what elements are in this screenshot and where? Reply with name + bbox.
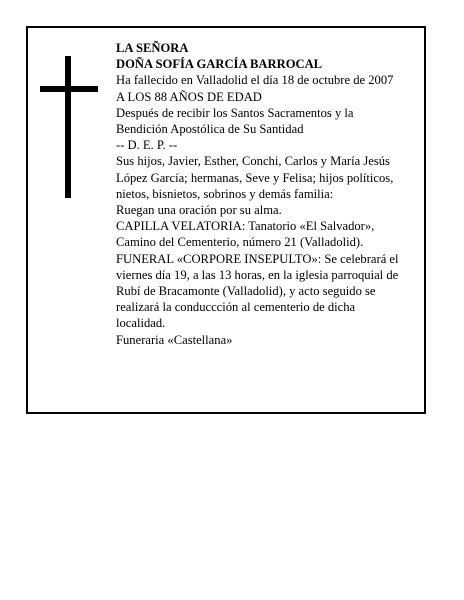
chapel-line-2: Camino del Cementerio, número 21 (Valladolid). bbox=[116, 235, 364, 250]
family-line-1: Sus hijos, Javier, Esther, Conchi, Carlos y María Jesús bbox=[116, 154, 390, 169]
notice-text bbox=[116, 40, 424, 348]
prayer-line: Ruegan una oración por su alma. bbox=[116, 203, 282, 218]
rip-line: -- D. E. P. -- bbox=[116, 138, 178, 153]
sacraments-line-2: Bendición Apostólica de Su Santidad bbox=[116, 122, 304, 137]
obituary-notice bbox=[26, 26, 426, 414]
family-line-3: nietos, bisnietos, sobrinos y demás familia: bbox=[116, 186, 334, 201]
age-line: A LOS 88 AÑOS DE EDAD bbox=[116, 89, 262, 104]
family-line-2: López García; hermanas, Seve y Felisa; hijos políticos, bbox=[116, 170, 394, 185]
cross-icon bbox=[40, 56, 98, 198]
funeral-line-2: viernes día 19, a las 13 horas, en la iglesia parroquial de bbox=[116, 267, 399, 282]
funeral-line-4: realizará la conduccción al cementerio de dicha bbox=[116, 300, 356, 315]
chapel-line-1: CAPILLA VELATORIA: Tanatorio «El Salvador», bbox=[116, 219, 375, 234]
death-date-line: Ha fallecido en Valladolid el día 18 de octubre de 2007 bbox=[116, 73, 394, 88]
cross-horizontal-bar bbox=[40, 86, 98, 92]
sacraments-line-1: Después de recibir los Santos Sacramentos y la bbox=[116, 105, 354, 120]
funeral-line-3: Rubí de Bracamonte (Valladolid), y acto seguido se bbox=[116, 284, 376, 299]
funeral-home-line: Funeraria «Castellana» bbox=[116, 332, 233, 347]
title-line: LA SEÑORA bbox=[116, 41, 189, 55]
funeral-line-5: localidad. bbox=[116, 316, 166, 331]
deceased-name: DOÑA SOFÍA GARCÍA BARROCAL bbox=[116, 57, 323, 72]
cross-vertical-bar bbox=[65, 56, 71, 198]
funeral-line-1: FUNERAL «CORPORE INSEPULTO»: Se celebrará el bbox=[116, 251, 399, 266]
